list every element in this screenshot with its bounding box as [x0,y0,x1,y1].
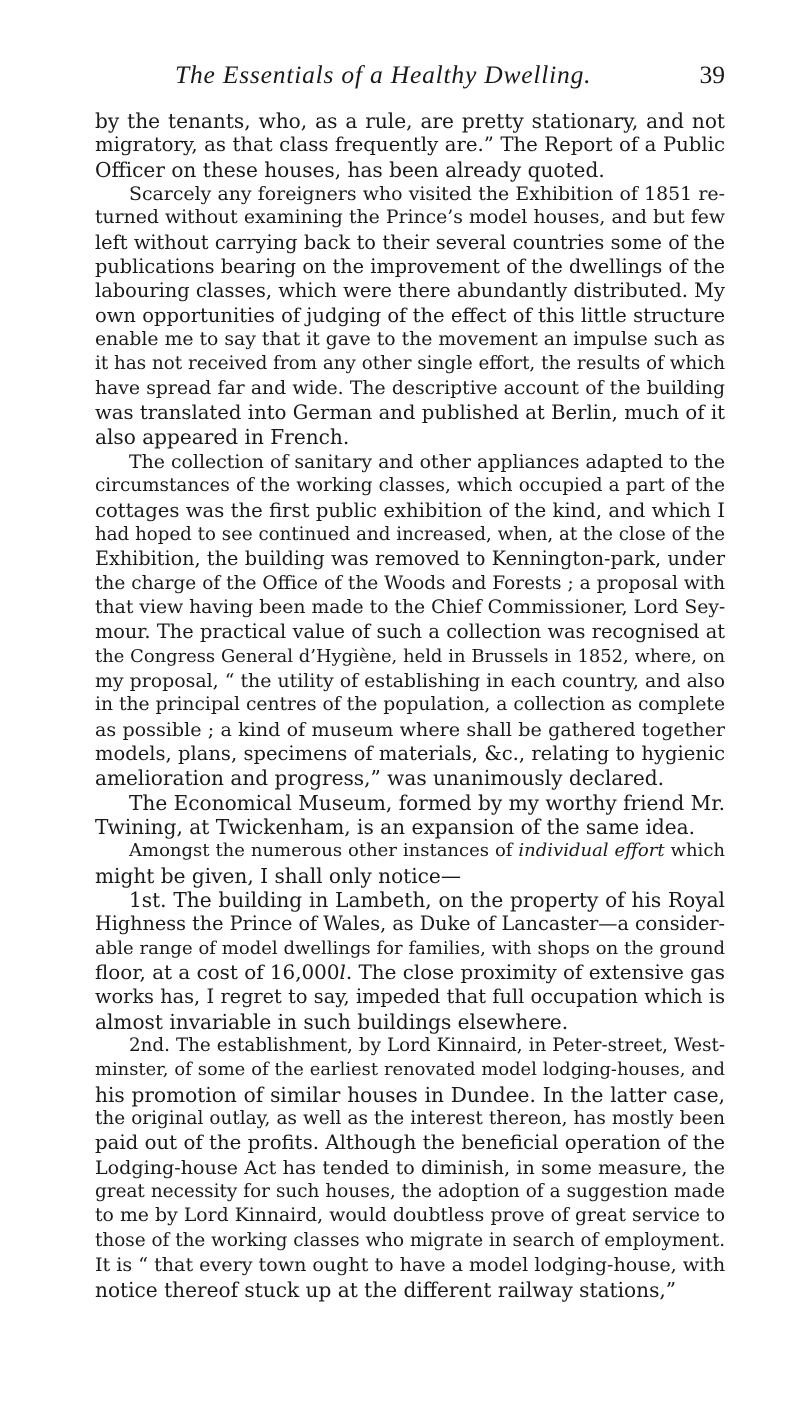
text-line: Amongst the numerous other instances of individual effort which [129,840,725,862]
text-line: turned without examining the Prince’s model houses, and but few [95,207,725,229]
text-line: mour. The practical value of such a collection was recognised at [95,620,725,644]
text-line: cottages was the first public exhibition of the kind, and which I [95,498,725,522]
text-line: amelioration and progress,” was unanimously declared. [95,766,664,791]
page-number: 39 [699,60,725,89]
text-line: publications bearing on the improvement of the dwellings of the [95,255,725,279]
text-line: the original outlay, as well as the interest thereon, has mostly been [95,1108,725,1130]
text-line: left without carrying back to their several countries some of the [95,230,725,254]
text-line: in the principal centres of the population, a collection as complete [95,694,725,716]
text-line: enable me to say that it gave to the movement an impulse such as [95,329,725,351]
text-line: had hoped to see continued and increased, when, at the close of the [95,523,725,545]
running-title: The Essentials of a Healthy Dwelling. [175,60,592,89]
text-line: 1st. The building in Lambeth, on the property of his Royal [129,888,725,912]
text-line: models, plans, specimens of materials, &c., relating to hygienic [95,741,725,765]
text-line: by the tenants, who, as a rule, are pretty stationary, and not [95,109,725,133]
text-line: Highness the Prince of Wales, as Duke of Lancaster—a consider- [95,912,725,936]
running-head [95,60,725,100]
text-line: his promotion of similar houses in Dundee. In the latter case, [95,1082,725,1107]
text-line: labouring classes, which were there abundantly distributed. My [95,279,725,303]
text-line: might be given, I shall only notice— [95,863,461,888]
text-line: 2nd. The establishment, by Lord Kinnaird, in Peter-street, West- [129,1035,725,1057]
text-line: The collection of sanitary and other appliances adapted to the [129,450,725,473]
text-line: the Congress General d’Hygiène, held in Brussels in 1852, where, on [95,645,725,667]
text-line: to me by Lord Kinnaird, would doubtless prove of great service to [95,1205,725,1227]
body-text [95,109,725,1302]
text-line: Scarcely any foreigners who visited the Exhibition of 1851 re- [129,183,725,206]
text-line: was translated into German and published at Berlin, much of it [95,401,725,425]
text-line: my proposal, “ the utility of establishing in each country, and also [95,669,725,692]
text-line: great necessity for such houses, the adoption of a suggestion made [95,1181,725,1203]
text-line: able range of model dwellings for families, with shops on the ground [95,937,725,959]
text-line: Twining, at Twickenham, is an expansion of the same idea. [95,814,696,839]
text-line: floor, at a cost of 16,000l. The close proximity of extensive gas [95,961,725,985]
text-line: the charge of the Office of the Woods and Forests ; a proposal with [95,572,725,594]
text-line: Exhibition, the building was removed to Kennington-park, under [95,547,725,571]
text-line: that view having been made to the Chief Commissioner, Lord Sey- [95,596,726,618]
text-line: minster, of some of the earliest renovated model lodging-houses, and [95,1059,725,1081]
text-line: also appeared in French. [95,425,350,450]
text-line: circumstances of the working classes, which occupied a part of the [95,475,725,497]
text-line: paid out of the profits. Although the beneficial operation of the [95,1131,725,1155]
text-line: notice thereof stuck up at the different railway stations,” [95,1277,677,1302]
italic-text: l [339,961,346,985]
text-line: almost invariable in such buildings elsewhere. [95,1009,569,1034]
text-line: The Economical Museum, formed by my worthy friend Mr. [129,790,725,815]
text-line: as possible ; a kind of museum where shall be gathered together [95,717,725,741]
text-line: Lodging-house Act has tended to diminish, in some measure, the [95,1155,725,1179]
text-line: It is “ that every town ought to have a model lodging-house, with [95,1253,726,1277]
text-line: migratory, as that class frequently are.” The Report of a Public [95,133,725,157]
text-line: own opportunities of judging of the effect of this little structure [95,303,725,327]
text-line: have spread far and wide. The descriptive account of the building [95,377,725,399]
text-line: Officer on these houses, has been already quoted. [95,157,605,182]
text-line: those of the working classes who migrate in search of employment. [95,1229,726,1251]
text-line: it has not received from any other single effort, the results of which [95,353,725,375]
text-line: works has, I regret to say, impeded that full occupation which is [95,985,725,1009]
italic-text: individual effort [518,840,665,862]
